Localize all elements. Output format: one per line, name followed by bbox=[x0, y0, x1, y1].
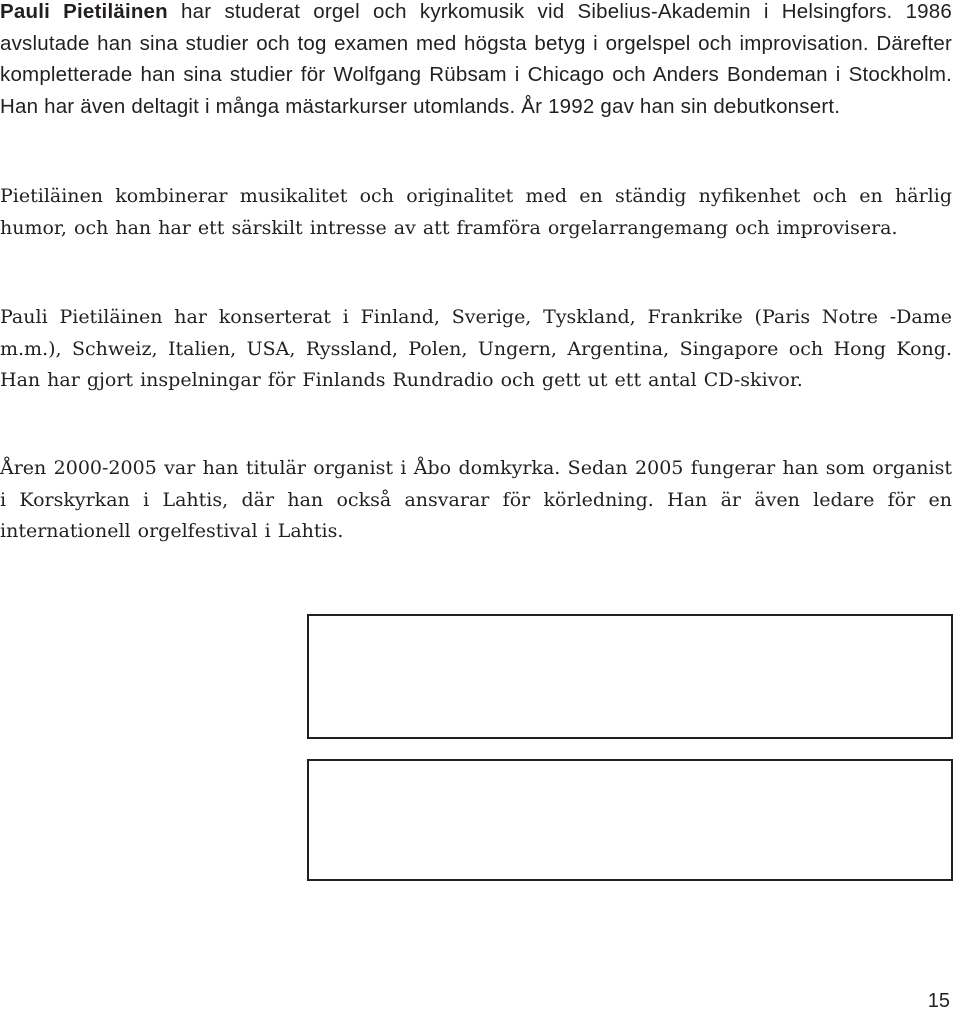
page-number: 15 bbox=[927, 990, 950, 1012]
empty-frame-top bbox=[307, 614, 953, 739]
bio-paragraph-2: Pietiläinen kombinerar musikalitet och originalitet med en ständig nyfikenhet och en härlig humor, och han har ett särskilt intresse av att framföra orgelarrangemang och improvisera. bbox=[0, 185, 952, 239]
bio-paragraph-1-text: har studerat orgel och kyrkomusik vid Sibelius-Akademin i Helsingfors. 1986 avslutade han sina studier och tog examen med högsta betyg i orgelspel och improvisation. Därefter kompletterade han sina studier för Wolfgang Rübsam i Chicago och Anders Bondeman i Stockholm. Han har även deltagit i många mästarkurser utomlands. År 1992 gav han sin debutkonsert. bbox=[0, 0, 952, 118]
bio-paragraph-1 bbox=[0, 0, 952, 122]
artist-name: Pauli Pietiläinen bbox=[0, 0, 168, 23]
bio-paragraph-3: Pauli Pietiläinen har konserterat i Finland, Sverige, Tyskland, Frankrike (Paris Notre -Dame m.m.), Schweiz, Italien, USA, Ryssland, Polen, Ungern, Argentina, Singapore och Hong Kong. Han har gjort inspelningar för Finlands Rundradio och gett ut ett antal CD-skivor. bbox=[0, 306, 952, 391]
bio-paragraph-4: Åren 2000-2005 var han titulär organist i Åbo domkyrka. Sedan 2005 fungerar han som organist i Korskyrkan i Lahtis, där han också ansvarar för körledning. Han är även ledare för en internationell orgelfestival i Lahtis. bbox=[0, 457, 952, 542]
empty-frame-bottom bbox=[307, 759, 953, 881]
